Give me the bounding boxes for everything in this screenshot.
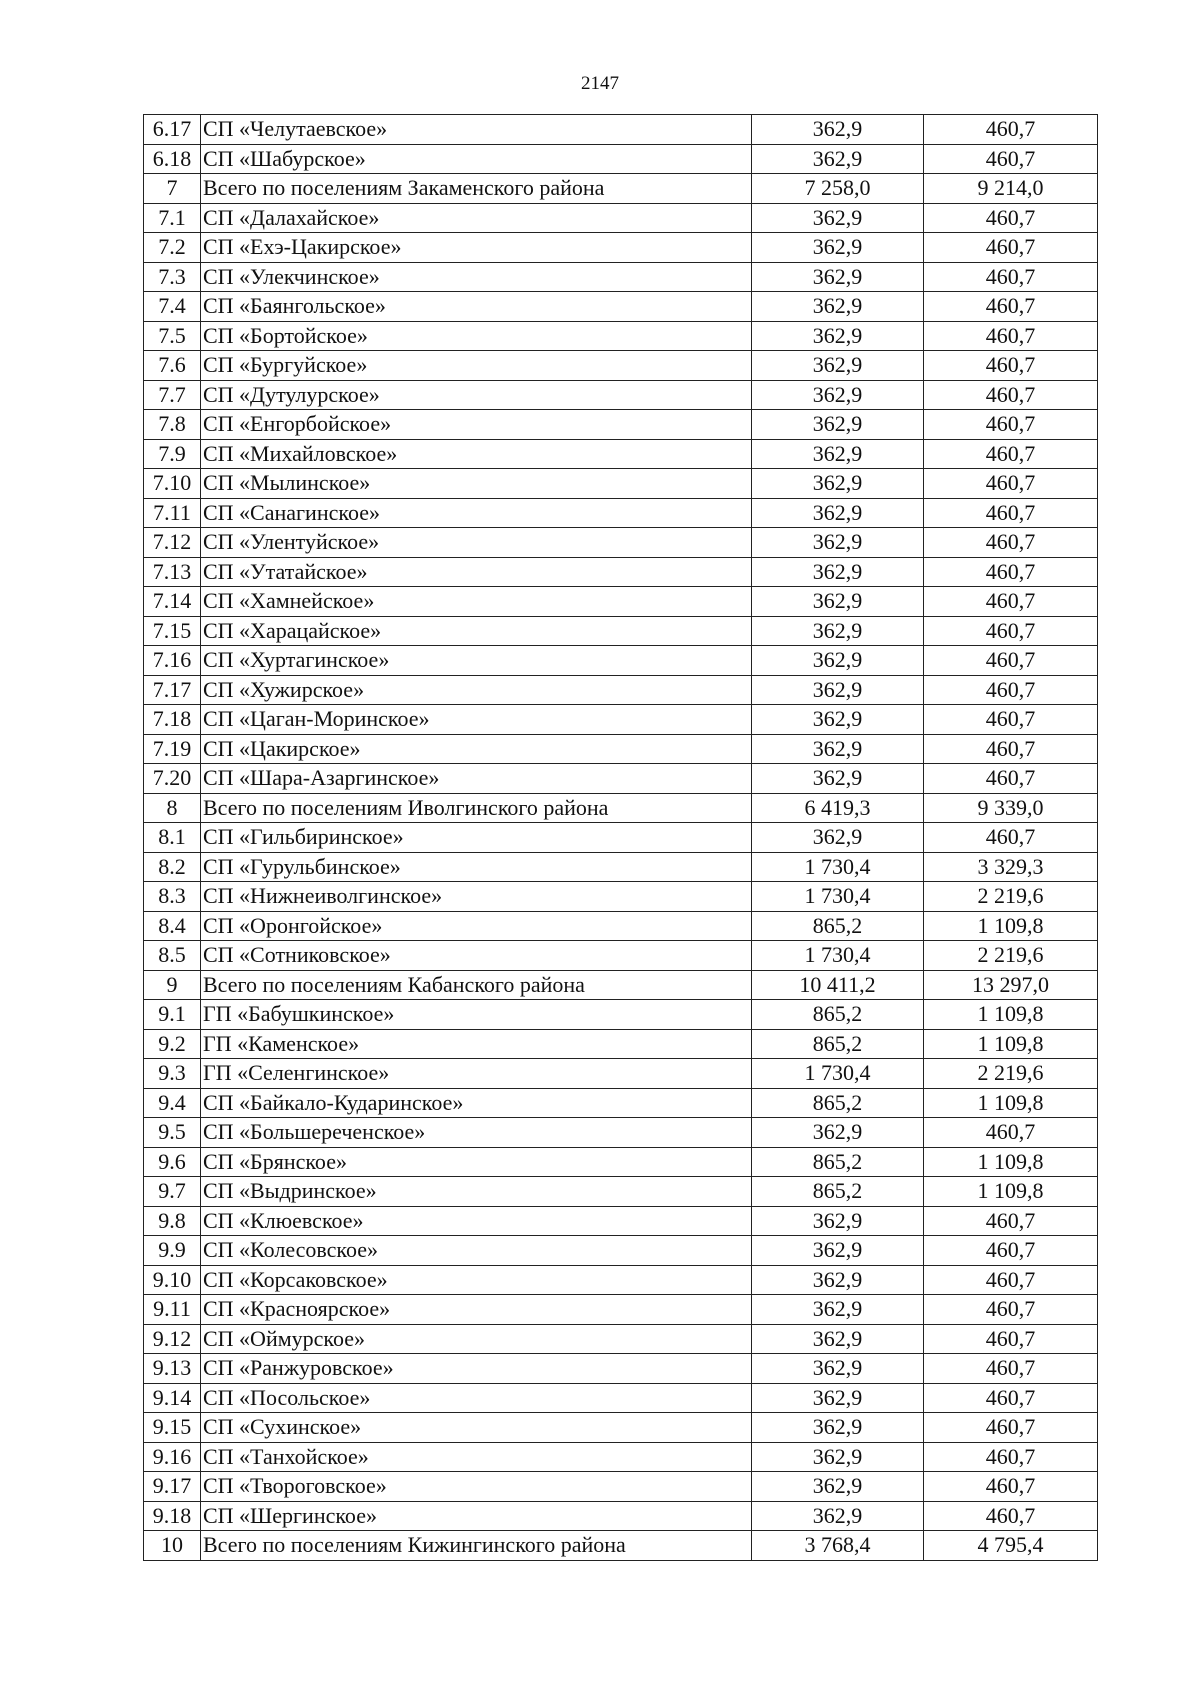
- settlement-name-cell: СП «Оронгойское»: [201, 911, 752, 941]
- value-2-cell: 460,7: [924, 1295, 1098, 1325]
- table-row: [144, 1147, 1098, 1177]
- settlement-name-cell: СП «Харацайское»: [201, 616, 752, 646]
- value-1-cell: 362,9: [752, 1472, 924, 1502]
- row-number-cell: 7.3: [144, 262, 201, 292]
- table-row: [144, 262, 1098, 292]
- value-2-cell: 460,7: [924, 1236, 1098, 1266]
- row-number-cell: 8.5: [144, 941, 201, 971]
- table-row: [144, 174, 1098, 204]
- settlement-name-cell: СП «Бургуйское»: [201, 351, 752, 381]
- value-1-cell: 6 419,3: [752, 793, 924, 823]
- value-2-cell: 460,7: [924, 1413, 1098, 1443]
- table-row: [144, 882, 1098, 912]
- value-1-cell: 362,9: [752, 1354, 924, 1384]
- row-number-cell: 7.12: [144, 528, 201, 558]
- value-1-cell: 362,9: [752, 557, 924, 587]
- value-2-cell: 4 795,4: [924, 1531, 1098, 1561]
- value-1-cell: 1 730,4: [752, 941, 924, 971]
- table-row: [144, 557, 1098, 587]
- settlement-name-cell: СП «Ранжуровское»: [201, 1354, 752, 1384]
- table-row: [144, 675, 1098, 705]
- settlement-name-cell: СП «Бортойское»: [201, 321, 752, 351]
- row-number-cell: 7.13: [144, 557, 201, 587]
- settlement-name-cell: СП «Далахайское»: [201, 203, 752, 233]
- value-2-cell: 460,7: [924, 410, 1098, 440]
- table-row: [144, 587, 1098, 617]
- row-number-cell: 9.3: [144, 1059, 201, 1089]
- settlement-name-cell: СП «Сотниковское»: [201, 941, 752, 971]
- value-2-cell: 460,7: [924, 1118, 1098, 1148]
- value-2-cell: 460,7: [924, 498, 1098, 528]
- value-2-cell: 460,7: [924, 115, 1098, 145]
- row-number-cell: 9.7: [144, 1177, 201, 1207]
- table-row: [144, 1177, 1098, 1207]
- value-1-cell: 10 411,2: [752, 970, 924, 1000]
- row-number-cell: 9.6: [144, 1147, 201, 1177]
- settlement-name-cell: СП «Оймурское»: [201, 1324, 752, 1354]
- value-1-cell: 362,9: [752, 410, 924, 440]
- settlement-name-cell: СП «Большереченское»: [201, 1118, 752, 1148]
- value-1-cell: 362,9: [752, 1501, 924, 1531]
- table-row: [144, 616, 1098, 646]
- row-number-cell: 9.13: [144, 1354, 201, 1384]
- value-2-cell: 460,7: [924, 469, 1098, 499]
- settlement-name-cell: СП «Посольское»: [201, 1383, 752, 1413]
- settlement-name-cell: СП «Нижнеиволгинское»: [201, 882, 752, 912]
- table-row: [144, 1413, 1098, 1443]
- settlement-name-cell: СП «Байкало-Кударинское»: [201, 1088, 752, 1118]
- value-1-cell: 1 730,4: [752, 1059, 924, 1089]
- value-2-cell: 460,7: [924, 557, 1098, 587]
- value-2-cell: 460,7: [924, 233, 1098, 263]
- value-1-cell: 1 730,4: [752, 852, 924, 882]
- row-number-cell: 8.2: [144, 852, 201, 882]
- value-1-cell: 865,2: [752, 1000, 924, 1030]
- settlement-name-cell: СП «Шергинское»: [201, 1501, 752, 1531]
- value-2-cell: 1 109,8: [924, 1177, 1098, 1207]
- value-2-cell: 9 214,0: [924, 174, 1098, 204]
- table-row: [144, 1118, 1098, 1148]
- settlement-name-cell: СП «Шабурское»: [201, 144, 752, 174]
- settlement-name-cell: СП «Брянское»: [201, 1147, 752, 1177]
- table-body: [144, 115, 1098, 1561]
- row-number-cell: 9.11: [144, 1295, 201, 1325]
- settlement-name-cell: СП «Красноярское»: [201, 1295, 752, 1325]
- row-number-cell: 7.18: [144, 705, 201, 735]
- settlement-name-cell: СП «Цаган-Моринское»: [201, 705, 752, 735]
- table-row: [144, 1236, 1098, 1266]
- table-row: [144, 439, 1098, 469]
- row-number-cell: 9.12: [144, 1324, 201, 1354]
- value-1-cell: 362,9: [752, 734, 924, 764]
- row-number-cell: 8: [144, 793, 201, 823]
- table-row: [144, 646, 1098, 676]
- value-2-cell: 460,7: [924, 1501, 1098, 1531]
- value-2-cell: 460,7: [924, 764, 1098, 794]
- row-number-cell: 9.9: [144, 1236, 201, 1266]
- value-2-cell: 460,7: [924, 528, 1098, 558]
- row-number-cell: 6.17: [144, 115, 201, 145]
- table-row: [144, 823, 1098, 853]
- settlement-name-cell: СП «Мылинское»: [201, 469, 752, 499]
- row-number-cell: 7.6: [144, 351, 201, 381]
- row-number-cell: 7: [144, 174, 201, 204]
- row-number-cell: 8.4: [144, 911, 201, 941]
- value-2-cell: 2 219,6: [924, 882, 1098, 912]
- row-number-cell: 9.18: [144, 1501, 201, 1531]
- value-2-cell: 460,7: [924, 1442, 1098, 1472]
- value-2-cell: 460,7: [924, 1383, 1098, 1413]
- table-row: [144, 469, 1098, 499]
- row-number-cell: 7.7: [144, 380, 201, 410]
- table-row: [144, 410, 1098, 440]
- settlement-name-cell: СП «Хужирское»: [201, 675, 752, 705]
- value-2-cell: 1 109,8: [924, 1029, 1098, 1059]
- value-1-cell: 362,9: [752, 144, 924, 174]
- settlement-name-cell: СП «Улекчинское»: [201, 262, 752, 292]
- value-2-cell: 460,7: [924, 439, 1098, 469]
- value-1-cell: 362,9: [752, 587, 924, 617]
- settlement-name-cell: СП «Колесовское»: [201, 1236, 752, 1266]
- table-row: [144, 1354, 1098, 1384]
- row-number-cell: 8.3: [144, 882, 201, 912]
- row-number-cell: 9.17: [144, 1472, 201, 1502]
- value-1-cell: 362,9: [752, 1236, 924, 1266]
- value-1-cell: 362,9: [752, 764, 924, 794]
- settlement-name-cell: СП «Баянгольское»: [201, 292, 752, 322]
- table-row: [144, 764, 1098, 794]
- value-1-cell: 362,9: [752, 616, 924, 646]
- value-2-cell: 460,7: [924, 1265, 1098, 1295]
- table-row: [144, 498, 1098, 528]
- value-1-cell: 362,9: [752, 351, 924, 381]
- value-2-cell: 460,7: [924, 1354, 1098, 1384]
- value-1-cell: 362,9: [752, 1118, 924, 1148]
- row-number-cell: 9: [144, 970, 201, 1000]
- table-row: [144, 705, 1098, 735]
- row-number-cell: 7.11: [144, 498, 201, 528]
- settlement-name-cell: СП «Челутаевское»: [201, 115, 752, 145]
- settlement-name-cell: Всего по поселениям Иволгинского района: [201, 793, 752, 823]
- settlement-name-cell: СП «Улентуйское»: [201, 528, 752, 558]
- row-number-cell: 7.10: [144, 469, 201, 499]
- value-1-cell: 865,2: [752, 1177, 924, 1207]
- value-1-cell: 362,9: [752, 823, 924, 853]
- value-1-cell: 362,9: [752, 528, 924, 558]
- row-number-cell: 9.1: [144, 1000, 201, 1030]
- row-number-cell: 6.18: [144, 144, 201, 174]
- value-1-cell: 362,9: [752, 1413, 924, 1443]
- value-2-cell: 460,7: [924, 1472, 1098, 1502]
- table-row: [144, 1029, 1098, 1059]
- value-1-cell: 1 730,4: [752, 882, 924, 912]
- value-2-cell: 1 109,8: [924, 1088, 1098, 1118]
- value-2-cell: 460,7: [924, 1324, 1098, 1354]
- settlement-name-cell: СП «Гильбиринское»: [201, 823, 752, 853]
- value-2-cell: 1 109,8: [924, 911, 1098, 941]
- table-row: [144, 233, 1098, 263]
- value-2-cell: 2 219,6: [924, 1059, 1098, 1089]
- value-1-cell: 7 258,0: [752, 174, 924, 204]
- value-2-cell: 460,7: [924, 675, 1098, 705]
- row-number-cell: 10: [144, 1531, 201, 1561]
- value-1-cell: 362,9: [752, 321, 924, 351]
- value-1-cell: 362,9: [752, 262, 924, 292]
- settlement-name-cell: СП «Клюевское»: [201, 1206, 752, 1236]
- table-row: [144, 380, 1098, 410]
- value-1-cell: 362,9: [752, 1442, 924, 1472]
- table-row: [144, 1324, 1098, 1354]
- row-number-cell: 7.20: [144, 764, 201, 794]
- value-1-cell: 362,9: [752, 675, 924, 705]
- table-row: [144, 1442, 1098, 1472]
- settlement-name-cell: СП «Танхойское»: [201, 1442, 752, 1472]
- table-row: [144, 1000, 1098, 1030]
- settlement-name-cell: ГП «Каменское»: [201, 1029, 752, 1059]
- settlement-name-cell: СП «Дутулурское»: [201, 380, 752, 410]
- settlement-name-cell: СП «Корсаковское»: [201, 1265, 752, 1295]
- value-1-cell: 362,9: [752, 292, 924, 322]
- value-2-cell: 1 109,8: [924, 1147, 1098, 1177]
- value-1-cell: 362,9: [752, 1206, 924, 1236]
- table-row: [144, 528, 1098, 558]
- table-row: [144, 144, 1098, 174]
- value-2-cell: 460,7: [924, 292, 1098, 322]
- value-2-cell: 460,7: [924, 351, 1098, 381]
- value-2-cell: 460,7: [924, 705, 1098, 735]
- value-1-cell: 865,2: [752, 911, 924, 941]
- row-number-cell: 7.8: [144, 410, 201, 440]
- table-row: [144, 1059, 1098, 1089]
- value-2-cell: 460,7: [924, 380, 1098, 410]
- value-1-cell: 362,9: [752, 705, 924, 735]
- row-number-cell: 7.15: [144, 616, 201, 646]
- value-1-cell: 362,9: [752, 498, 924, 528]
- value-2-cell: 460,7: [924, 823, 1098, 853]
- value-2-cell: 460,7: [924, 587, 1098, 617]
- settlement-name-cell: СП «Гурульбинское»: [201, 852, 752, 882]
- settlement-name-cell: СП «Ехэ-Цакирское»: [201, 233, 752, 263]
- value-1-cell: 362,9: [752, 1383, 924, 1413]
- table-row: [144, 203, 1098, 233]
- row-number-cell: 7.4: [144, 292, 201, 322]
- row-number-cell: 9.10: [144, 1265, 201, 1295]
- allocation-table: [143, 114, 1098, 1561]
- settlement-name-cell: Всего по поселениям Кижингинского района: [201, 1531, 752, 1561]
- row-number-cell: 7.1: [144, 203, 201, 233]
- value-1-cell: 362,9: [752, 1265, 924, 1295]
- settlement-name-cell: СП «Сухинское»: [201, 1413, 752, 1443]
- value-1-cell: 362,9: [752, 203, 924, 233]
- value-2-cell: 2 219,6: [924, 941, 1098, 971]
- value-1-cell: 362,9: [752, 469, 924, 499]
- settlement-name-cell: ГП «Бабушкинское»: [201, 1000, 752, 1030]
- value-2-cell: 13 297,0: [924, 970, 1098, 1000]
- settlement-name-cell: СП «Твороговское»: [201, 1472, 752, 1502]
- row-number-cell: 9.2: [144, 1029, 201, 1059]
- value-2-cell: 1 109,8: [924, 1000, 1098, 1030]
- table-row: [144, 1383, 1098, 1413]
- settlement-name-cell: СП «Выдринское»: [201, 1177, 752, 1207]
- table-row: [144, 1088, 1098, 1118]
- table-row: [144, 351, 1098, 381]
- settlement-name-cell: ГП «Селенгинское»: [201, 1059, 752, 1089]
- settlement-name-cell: СП «Хуртагинское»: [201, 646, 752, 676]
- row-number-cell: 7.16: [144, 646, 201, 676]
- page-number: 2147: [581, 73, 619, 94]
- table-row: [144, 1501, 1098, 1531]
- value-1-cell: 865,2: [752, 1029, 924, 1059]
- row-number-cell: 9.5: [144, 1118, 201, 1148]
- table-row: [144, 1472, 1098, 1502]
- value-2-cell: 460,7: [924, 321, 1098, 351]
- value-1-cell: 865,2: [752, 1147, 924, 1177]
- row-number-cell: 9.4: [144, 1088, 201, 1118]
- table-row: [144, 1295, 1098, 1325]
- row-number-cell: 9.16: [144, 1442, 201, 1472]
- value-2-cell: 460,7: [924, 616, 1098, 646]
- table-row: [144, 1265, 1098, 1295]
- value-1-cell: 362,9: [752, 380, 924, 410]
- value-2-cell: 9 339,0: [924, 793, 1098, 823]
- value-2-cell: 460,7: [924, 144, 1098, 174]
- settlement-name-cell: СП «Цакирское»: [201, 734, 752, 764]
- table-row: [144, 852, 1098, 882]
- settlement-name-cell: СП «Енгорбойское»: [201, 410, 752, 440]
- row-number-cell: 7.19: [144, 734, 201, 764]
- row-number-cell: 7.2: [144, 233, 201, 263]
- value-2-cell: 460,7: [924, 262, 1098, 292]
- value-2-cell: 460,7: [924, 203, 1098, 233]
- value-2-cell: 460,7: [924, 1206, 1098, 1236]
- table-row: [144, 321, 1098, 351]
- row-number-cell: 7.9: [144, 439, 201, 469]
- settlement-name-cell: СП «Санагинское»: [201, 498, 752, 528]
- table-row: [144, 793, 1098, 823]
- row-number-cell: 9.15: [144, 1413, 201, 1443]
- table-row: [144, 1206, 1098, 1236]
- table-row: [144, 115, 1098, 145]
- table-row: [144, 970, 1098, 1000]
- value-1-cell: 865,2: [752, 1088, 924, 1118]
- value-1-cell: 3 768,4: [752, 1531, 924, 1561]
- value-1-cell: 362,9: [752, 115, 924, 145]
- settlement-name-cell: Всего по поселениям Кабанского района: [201, 970, 752, 1000]
- value-1-cell: 362,9: [752, 439, 924, 469]
- table-row: [144, 292, 1098, 322]
- value-2-cell: 460,7: [924, 646, 1098, 676]
- table-row: [144, 911, 1098, 941]
- row-number-cell: 7.14: [144, 587, 201, 617]
- row-number-cell: 9.8: [144, 1206, 201, 1236]
- table-row: [144, 1531, 1098, 1561]
- value-1-cell: 362,9: [752, 233, 924, 263]
- row-number-cell: 9.14: [144, 1383, 201, 1413]
- value-1-cell: 362,9: [752, 1295, 924, 1325]
- table-row: [144, 734, 1098, 764]
- settlement-name-cell: СП «Утатайское»: [201, 557, 752, 587]
- row-number-cell: 7.5: [144, 321, 201, 351]
- row-number-cell: 7.17: [144, 675, 201, 705]
- settlement-name-cell: СП «Шара-Азаргинское»: [201, 764, 752, 794]
- value-2-cell: 460,7: [924, 734, 1098, 764]
- settlement-name-cell: СП «Михайловское»: [201, 439, 752, 469]
- value-1-cell: 362,9: [752, 1324, 924, 1354]
- row-number-cell: 8.1: [144, 823, 201, 853]
- table-row: [144, 941, 1098, 971]
- settlement-name-cell: СП «Хамнейское»: [201, 587, 752, 617]
- value-1-cell: 362,9: [752, 646, 924, 676]
- settlement-name-cell: Всего по поселениям Закаменского района: [201, 174, 752, 204]
- value-2-cell: 3 329,3: [924, 852, 1098, 882]
